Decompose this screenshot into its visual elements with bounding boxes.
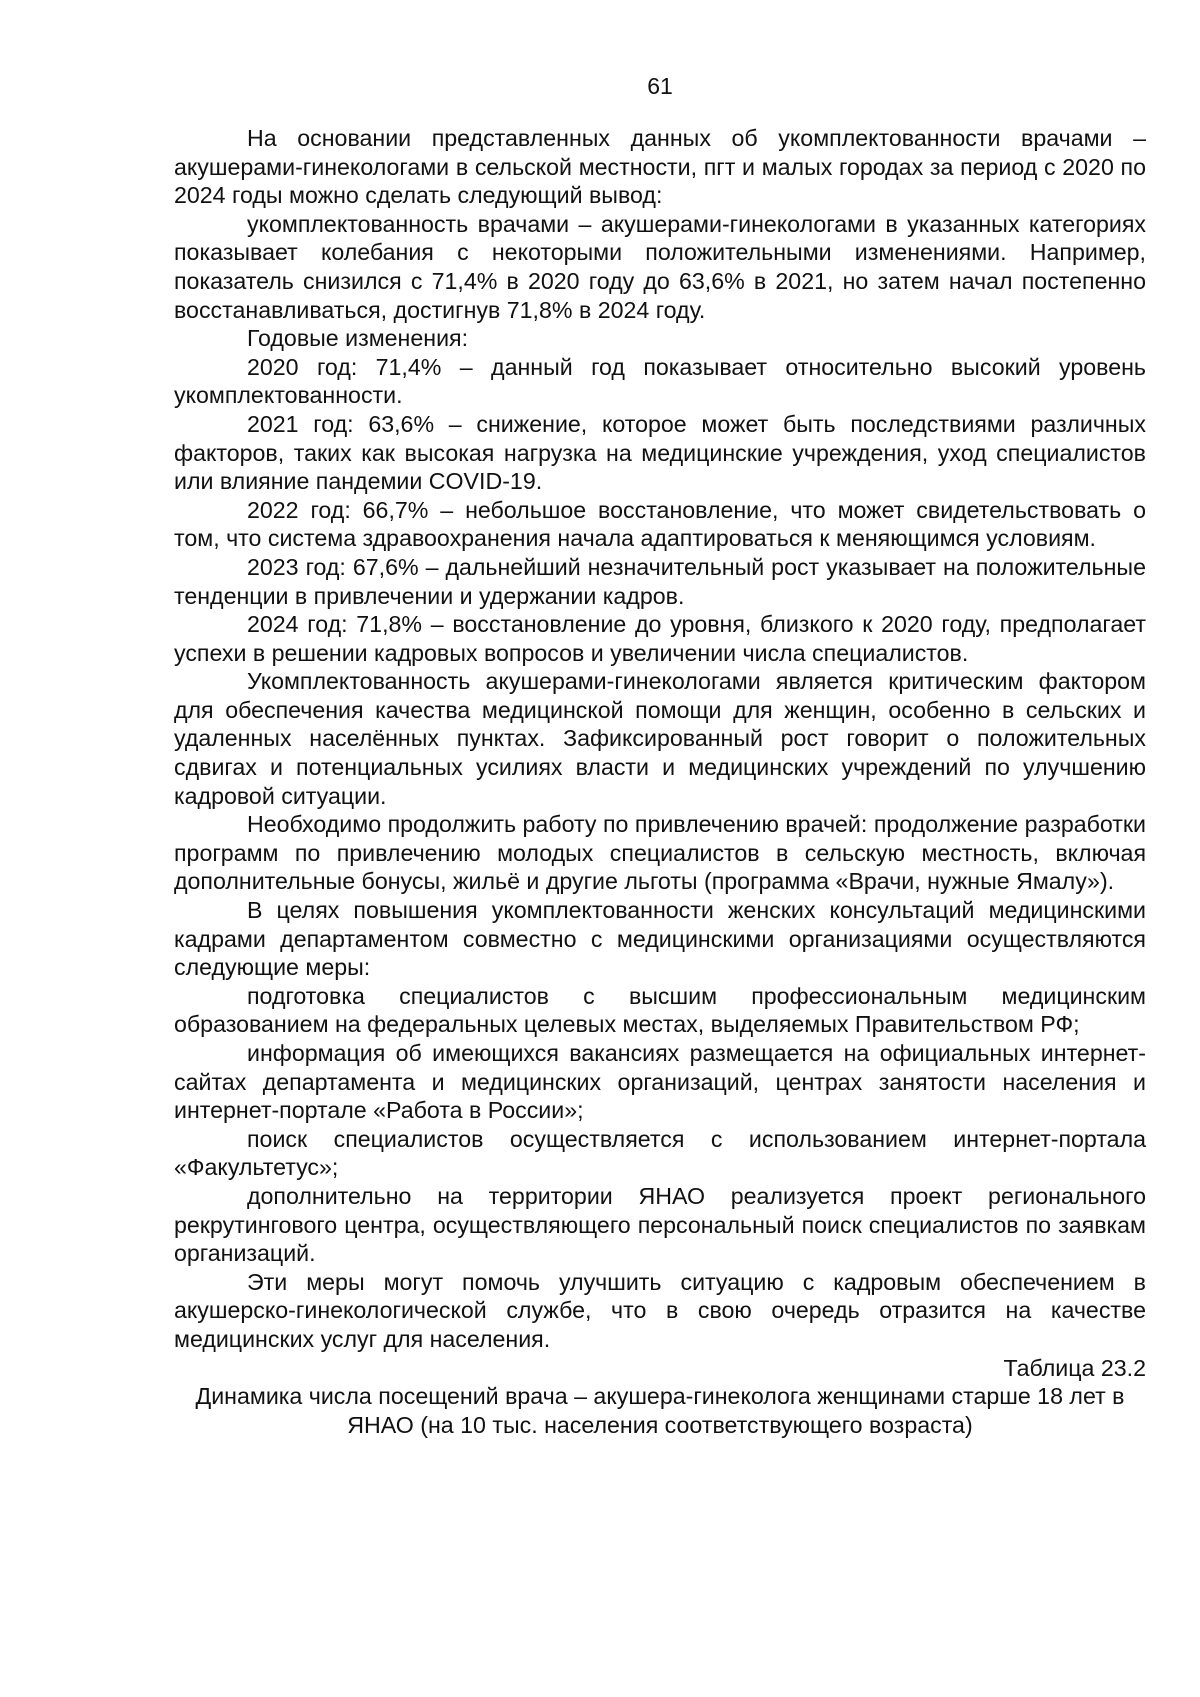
- paragraph: Необходимо продолжить работу по привлечению врачей: продолжение разработки программ по привлечению молодых специалистов в сельскую местность, включая дополнительные бонусы, жильё и другие льготы (программа «Врачи, нужные Ямалу»).: [174, 811, 1146, 895]
- table-title: Динамика числа посещений врача – акушера-гинеколога женщинами старше 18 лет в ЯНАО (на 10 тыс. населения соответствующего возраста): [195, 1383, 1125, 1438]
- paragraph: 2023 год: 67,6% – дальнейший незначительный рост указывает на положительные тенденции в привлечении и удержании кадров.: [174, 553, 1146, 609]
- paragraph: В целях повышения укомплектованности женских консультаций медицинскими кадрами департаментом совместно с медицинскими организациями осуществляются следующие меры:: [174, 897, 1146, 981]
- paragraph: подготовка специалистов с высшим профессиональным медицинским образованием на федеральных целевых местах, выделяемых Правительством РФ;: [174, 982, 1146, 1038]
- page-number: 61: [647, 73, 673, 99]
- paragraph: дополнительно на территории ЯНАО реализуется проект регионального рекрутингового центра, осуществляющего персональный поиск специалистов по заявкам организаций.: [174, 1182, 1146, 1267]
- paragraph: информация об имеющихся вакансиях размещается на официальных интернет-сайтах департамента и медицинских организаций, центрах занятости населения и интернет-портале «Работа в России»;: [174, 1040, 1146, 1124]
- paragraph: Годовые изменения:: [247, 325, 469, 352]
- paragraph: 2020 год: 71,4% – данный год показывает относительно высокий уровень укомплектованности.: [174, 353, 1146, 409]
- paragraph: На основании представленных данных об укомплектованности врачами – акушерами-гинекологами в сельской местности, пгт и малых городах за период с 2020 по 2024 годы можно сделать следующий вывод:: [174, 125, 1146, 209]
- table-label: Таблица 23.2: [1003, 1354, 1146, 1381]
- paragraph: 2022 год: 66,7% – небольшое восстановление, что может свидетельствовать о том, что система здравоохранения начала адаптироваться к меняющимся условиям.: [174, 496, 1146, 552]
- paragraph: Укомплектованность акушерами-гинекологами является критическим фактором для обеспечения качества медицинской помощи для женщин, особенно в сельских и удаленных населённых пунктах. Зафиксированный рост говорит о положительных сдвигах и потенциальных усилиях власти и медицинских учреждений по улучшению кадровой ситуации.: [174, 668, 1146, 809]
- paragraph: Эти меры могут помочь улучшить ситуацию с кадровым обеспечением в акушерско-гинекологической службе, что в свою очередь отразится на качестве медицинских услуг для населения.: [174, 1268, 1146, 1352]
- paragraph: укомплектованность врачами – акушерами-гинекологами в указанных категориях показывает колебания с некоторыми положительными изменениями. Например, показатель снизился с 71,4% в 2020 году до 63,6% в 2021, но затем начал постепенно восстанавливаться, достигнув 71,8% в 2024 году.: [174, 210, 1146, 323]
- paragraph: 2024 год: 71,8% – восстановление до уровня, близкого к 2020 году, предполагает успехи в решении кадровых вопросов и увеличении числа специалистов.: [174, 611, 1146, 666]
- paragraph: 2021 год: 63,6% – снижение, которое может быть последствиями различных факторов, таких как высокая нагрузка на медицинские учреждения, уход специалистов или влияние пандемии COVID-19.: [174, 410, 1146, 495]
- document-body: [174, 124, 1146, 1439]
- paragraph: поиск специалистов осуществляется с использованием интернет-портала «Факультетус»;: [174, 1125, 1146, 1181]
